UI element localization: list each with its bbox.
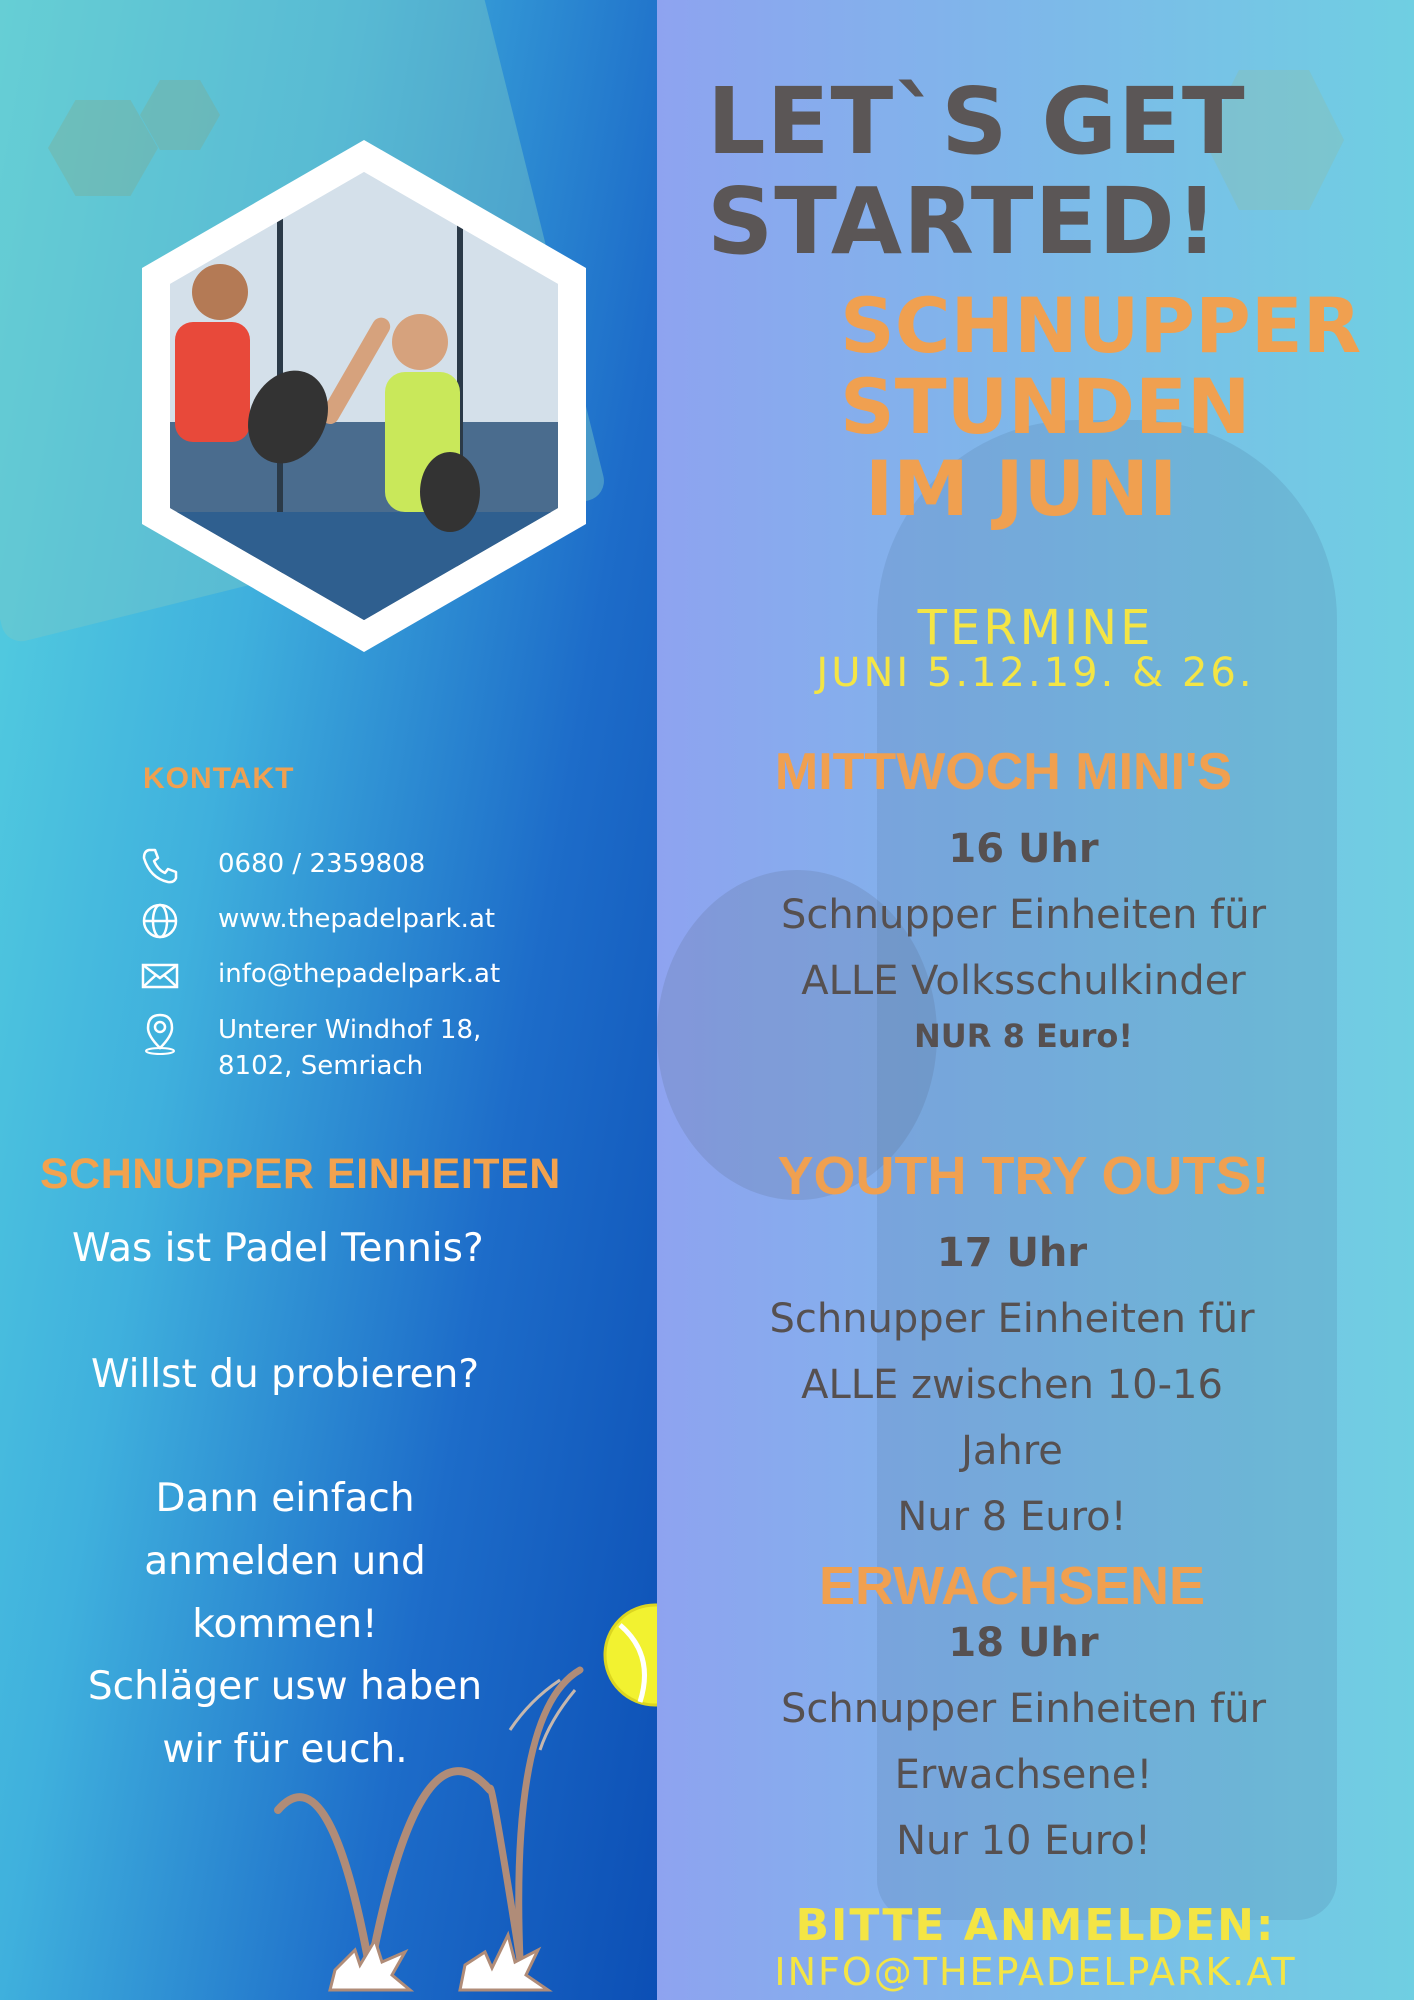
schnupper-heading: SCHNUPPER EINHEITEN bbox=[40, 1150, 561, 1198]
mail-icon bbox=[140, 956, 180, 996]
cta-heading: BITTE ANMELDEN: bbox=[795, 1900, 1276, 1951]
session-price-youth: Nur 8 Euro! bbox=[897, 1494, 1127, 1540]
left-line-6: Schläger usw haben bbox=[87, 1664, 483, 1709]
tennis-ball-icon bbox=[600, 1600, 657, 1710]
termine-dates: JUNI 5.12.19. & 26. bbox=[816, 650, 1255, 696]
session-time-mini: 16 Uhr bbox=[948, 826, 1099, 872]
headline-line-2: STARTED! bbox=[707, 168, 1219, 275]
left-line-4: anmelden und bbox=[144, 1539, 426, 1584]
location-pin-icon bbox=[140, 1012, 180, 1052]
session-title-mini: MITTWOCH MINI'S bbox=[774, 743, 1233, 801]
session-title-youth: YOUTH TRY OUTS! bbox=[777, 1146, 1270, 1206]
address-line-1: Unterer Windhof 18, bbox=[218, 1015, 482, 1045]
headline-line-1: LET`S GET bbox=[707, 68, 1246, 175]
contact-website[interactable] bbox=[140, 901, 495, 941]
session-title-adults: ERWACHSENE bbox=[818, 1556, 1206, 1616]
phone-icon bbox=[140, 846, 180, 886]
session-price-mini: NUR 8 Euro! bbox=[914, 1017, 1133, 1055]
cta-email[interactable]: INFO@THEPADELPARK.AT bbox=[774, 1950, 1297, 1994]
left-panel bbox=[0, 0, 657, 2000]
left-line-3: Dann einfach bbox=[155, 1476, 415, 1521]
address-text bbox=[218, 1012, 481, 1084]
session-desc-adults-2: Erwachsene! bbox=[894, 1752, 1153, 1798]
left-line-2: Willst du probieren? bbox=[90, 1352, 480, 1397]
right-panel bbox=[657, 0, 1414, 2000]
subheadline-line-1: SCHNUPPER bbox=[840, 281, 1362, 370]
session-desc-mini-2: ALLE Volksschulkinder bbox=[801, 958, 1246, 1004]
session-desc-mini-1: Schnupper Einheiten für bbox=[780, 892, 1267, 938]
session-time-youth: 17 Uhr bbox=[936, 1230, 1088, 1276]
website-link: www.thepadelpark.at bbox=[218, 904, 496, 934]
session-desc-youth-2: ALLE zwischen 10-16 bbox=[801, 1362, 1223, 1408]
subheadline-line-3: IM JUNI bbox=[865, 444, 1178, 533]
session-desc-youth-1: Schnupper Einheiten für bbox=[769, 1296, 1255, 1342]
left-line-5: kommen! bbox=[192, 1602, 378, 1647]
session-price-adults: Nur 10 Euro! bbox=[896, 1818, 1151, 1864]
bouncing-ball-illustration bbox=[260, 1590, 657, 2000]
contact-heading: KONTAKT bbox=[143, 762, 295, 795]
address-line-2: 8102, Semriach bbox=[218, 1051, 424, 1081]
session-desc-adults-1: Schnupper Einheiten für bbox=[780, 1686, 1267, 1732]
globe-icon bbox=[140, 901, 180, 941]
contact-email[interactable] bbox=[140, 956, 500, 996]
termine-label: TERMINE bbox=[917, 600, 1154, 656]
contact-phone[interactable] bbox=[140, 846, 425, 886]
left-line-7: wir für euch. bbox=[162, 1727, 408, 1772]
left-line-1: Was ist Padel Tennis? bbox=[72, 1226, 484, 1271]
subheadline-line-2: STUNDEN bbox=[840, 362, 1251, 451]
session-time-adults: 18 Uhr bbox=[948, 1620, 1099, 1666]
phone-number: 0680 / 2359808 bbox=[218, 849, 426, 879]
email-link: info@thepadelpark.at bbox=[218, 959, 501, 989]
session-desc-youth-3: Jahre bbox=[961, 1428, 1063, 1474]
contact-address bbox=[140, 1012, 481, 1084]
